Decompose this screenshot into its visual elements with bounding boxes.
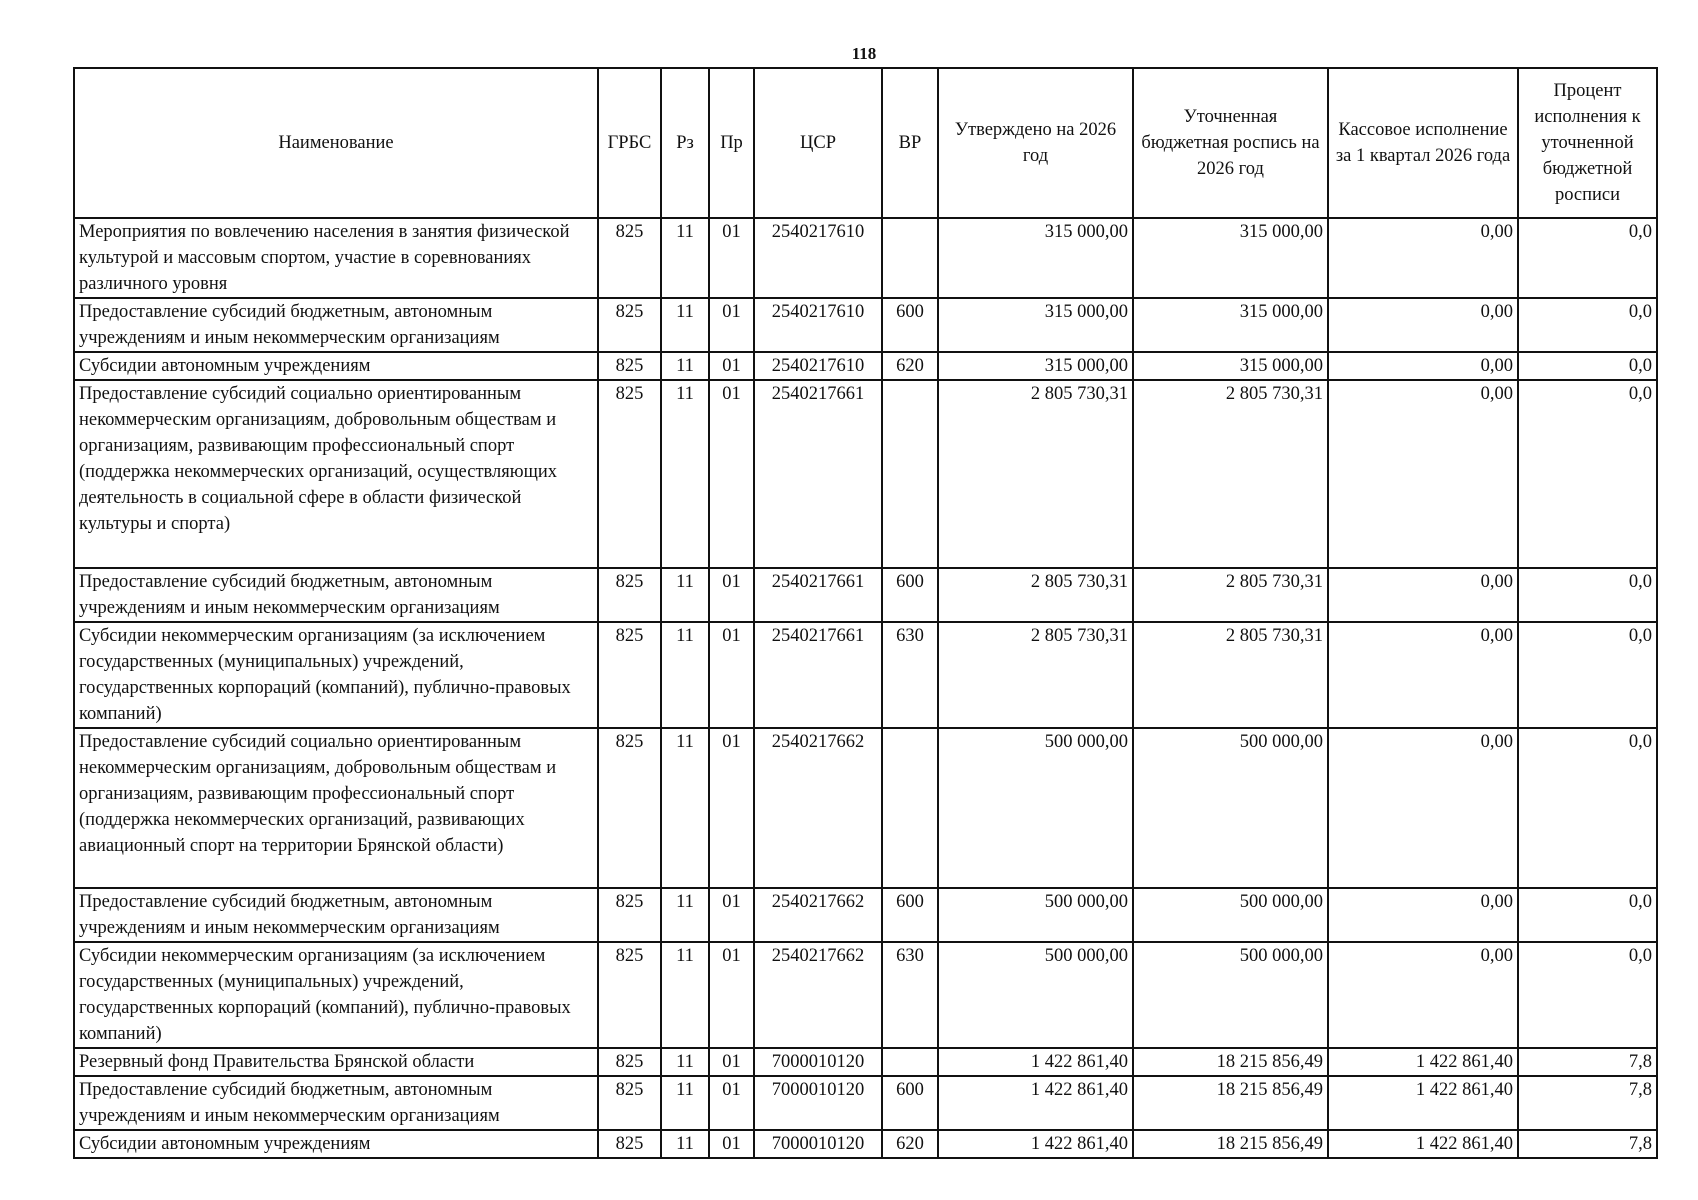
row-csr: 2540217662 [754,942,882,1048]
row-name: Предоставление субсидий бюджетным, автономным учреждениям и иным некоммерческим организациям [74,888,598,942]
row-approved: 500 000,00 [938,728,1133,888]
row-cash: 1 422 861,40 [1328,1048,1518,1076]
table-row [74,380,1657,568]
row-grbs: 825 [598,728,661,888]
row-percent: 0,0 [1518,942,1657,1048]
row-grbs: 825 [598,1048,661,1076]
row-grbs: 825 [598,380,661,568]
row-pr: 01 [709,1130,754,1158]
row-refined: 500 000,00 [1133,888,1328,942]
row-vr: 630 [882,622,938,728]
row-pr: 01 [709,568,754,622]
table-row [74,298,1657,352]
row-percent: 0,0 [1518,622,1657,728]
row-csr: 7000010120 [754,1076,882,1130]
header-vr: ВР [882,68,938,218]
row-rz: 11 [661,380,709,568]
row-rz: 11 [661,298,709,352]
row-csr: 2540217610 [754,298,882,352]
row-pr: 01 [709,380,754,568]
row-pr: 01 [709,888,754,942]
row-grbs: 825 [598,352,661,380]
budget-table [73,67,1658,1159]
row-refined: 315 000,00 [1133,218,1328,298]
row-pr: 01 [709,352,754,380]
row-refined: 18 215 856,49 [1133,1076,1328,1130]
page-number: 118 [851,44,877,63]
row-vr [882,728,938,888]
header-refined: Уточненная бюджетная роспись на 2026 год [1133,68,1328,218]
row-grbs: 825 [598,622,661,728]
row-approved: 2 805 730,31 [938,622,1133,728]
row-rz: 11 [661,1048,709,1076]
row-approved: 1 422 861,40 [938,1076,1133,1130]
row-csr: 2540217610 [754,352,882,380]
row-percent: 0,0 [1518,352,1657,380]
row-rz: 11 [661,568,709,622]
row-refined: 315 000,00 [1133,298,1328,352]
table-row [74,622,1657,728]
row-percent: 7,8 [1518,1048,1657,1076]
row-approved: 2 805 730,31 [938,380,1133,568]
row-vr: 600 [882,888,938,942]
row-csr: 7000010120 [754,1130,882,1158]
row-vr: 600 [882,1076,938,1130]
row-percent: 0,0 [1518,888,1657,942]
row-cash: 1 422 861,40 [1328,1130,1518,1158]
header-grbs: ГРБС [598,68,661,218]
header-row [74,68,1657,218]
row-approved: 315 000,00 [938,218,1133,298]
row-pr: 01 [709,1048,754,1076]
row-percent: 0,0 [1518,298,1657,352]
row-approved: 1 422 861,40 [938,1130,1133,1158]
row-cash: 0,00 [1328,942,1518,1048]
row-csr: 2540217662 [754,888,882,942]
row-grbs: 825 [598,568,661,622]
row-grbs: 825 [598,298,661,352]
row-refined: 500 000,00 [1133,728,1328,888]
row-percent: 7,8 [1518,1130,1657,1158]
table-row [74,942,1657,1048]
header-cash: Кассовое исполнение за 1 квартал 2026 года [1328,68,1518,218]
table-row [74,1076,1657,1130]
row-pr: 01 [709,218,754,298]
row-pr: 01 [709,622,754,728]
row-approved: 315 000,00 [938,352,1133,380]
row-vr [882,218,938,298]
row-refined: 2 805 730,31 [1133,622,1328,728]
row-approved: 1 422 861,40 [938,1048,1133,1076]
row-name: Субсидии некоммерческим организациям (за исключением государственных (муниципальных) учреждений, государственных корпораций (компаний), публично-правовых компаний) [74,622,598,728]
row-rz: 11 [661,1130,709,1158]
row-rz: 11 [661,888,709,942]
row-grbs: 825 [598,888,661,942]
row-grbs: 825 [598,1130,661,1158]
row-refined: 2 805 730,31 [1133,568,1328,622]
row-name: Предоставление субсидий бюджетным, автономным учреждениям и иным некоммерческим организациям [74,1076,598,1130]
row-cash: 1 422 861,40 [1328,1076,1518,1130]
row-cash: 0,00 [1328,568,1518,622]
row-csr: 2540217661 [754,568,882,622]
table-row [74,568,1657,622]
row-csr: 7000010120 [754,1048,882,1076]
row-percent: 0,0 [1518,568,1657,622]
table-row [74,1130,1657,1158]
row-pr: 01 [709,728,754,888]
header-approved: Утверждено на 2026 год [938,68,1133,218]
row-vr: 630 [882,942,938,1048]
row-cash: 0,00 [1328,622,1518,728]
header-pr: Пр [709,68,754,218]
row-percent: 7,8 [1518,1076,1657,1130]
table-row [74,352,1657,380]
row-name: Предоставление субсидий социально ориентированным некоммерческим организациям, добровольным обществам и организациям, развивающим профессиональный спорт (поддержка некоммерческих организаций, осуществляющих деятельность в социальной сфере в области физической культуры и спорта) [74,380,598,568]
row-cash: 0,00 [1328,888,1518,942]
row-grbs: 825 [598,942,661,1048]
row-pr: 01 [709,298,754,352]
row-csr: 2540217661 [754,622,882,728]
row-name: Предоставление субсидий социально ориентированным некоммерческим организациям, добровольным обществам и организациям, развивающим профессиональный спорт (поддержка некоммерческих организаций, развивающих авиационный спорт на территории Брянской области) [74,728,598,888]
row-refined: 2 805 730,31 [1133,380,1328,568]
header-name: Наименование [74,68,598,218]
row-name: Субсидии автономным учреждениям [74,352,598,380]
row-percent: 0,0 [1518,380,1657,568]
row-approved: 2 805 730,31 [938,568,1133,622]
row-cash: 0,00 [1328,298,1518,352]
row-rz: 11 [661,218,709,298]
row-name: Резервный фонд Правительства Брянской области [74,1048,598,1076]
row-csr: 2540217610 [754,218,882,298]
row-cash: 0,00 [1328,728,1518,888]
row-name: Предоставление субсидий бюджетным, автономным учреждениям и иным некоммерческим организациям [74,298,598,352]
row-approved: 315 000,00 [938,298,1133,352]
row-refined: 315 000,00 [1133,352,1328,380]
row-rz: 11 [661,622,709,728]
row-grbs: 825 [598,1076,661,1130]
row-approved: 500 000,00 [938,942,1133,1048]
row-approved: 500 000,00 [938,888,1133,942]
row-refined: 500 000,00 [1133,942,1328,1048]
table-row [74,218,1657,298]
row-cash: 0,00 [1328,380,1518,568]
row-name: Мероприятия по вовлечению населения в занятия физической культурой и массовым спортом, участие в соревнованиях различного уровня [74,218,598,298]
row-pr: 01 [709,942,754,1048]
row-vr: 600 [882,568,938,622]
row-pr: 01 [709,1076,754,1130]
table-row [74,728,1657,888]
row-percent: 0,0 [1518,218,1657,298]
row-grbs: 825 [598,218,661,298]
row-csr: 2540217661 [754,380,882,568]
row-refined: 18 215 856,49 [1133,1130,1328,1158]
row-vr: 620 [882,352,938,380]
row-rz: 11 [661,728,709,888]
header-csr: ЦСР [754,68,882,218]
row-vr: 600 [882,298,938,352]
row-rz: 11 [661,352,709,380]
row-vr [882,1048,938,1076]
table-row [74,888,1657,942]
row-csr: 2540217662 [754,728,882,888]
row-refined: 18 215 856,49 [1133,1048,1328,1076]
row-name: Субсидии автономным учреждениям [74,1130,598,1158]
row-name: Предоставление субсидий бюджетным, автономным учреждениям и иным некоммерческим организациям [74,568,598,622]
row-name: Субсидии некоммерческим организациям (за исключением государственных (муниципальных) учреждений, государственных корпораций (компаний), публично-правовых компаний) [74,942,598,1048]
row-rz: 11 [661,942,709,1048]
header-percent: Процент исполнения к уточненной бюджетной росписи [1518,68,1657,218]
table-row [74,1048,1657,1076]
row-vr [882,380,938,568]
row-cash: 0,00 [1328,352,1518,380]
row-cash: 0,00 [1328,218,1518,298]
row-vr: 620 [882,1130,938,1158]
row-percent: 0,0 [1518,728,1657,888]
row-rz: 11 [661,1076,709,1130]
header-rz: Рз [661,68,709,218]
